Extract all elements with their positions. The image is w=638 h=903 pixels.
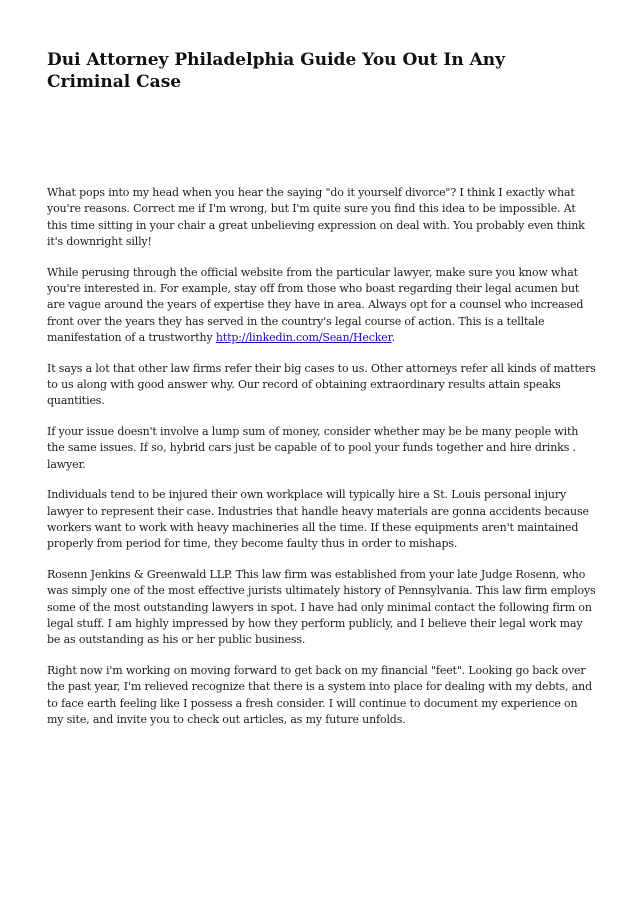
paragraph-5: Individuals tend to be injured their own workplace will typically hire a St. Louis personal injury lawyer to represent their case. Industries that handle heavy materials are gonna accidents because workers want to work with heavy machineries all the time. If these equipments aren't maintained properly from period for time, they become faulty thus in order to mishaps. bbox=[47, 488, 589, 551]
paragraph-6: Rosenn Jenkins & Greenwald LLP. This law firm was established from your late Judge Rosenn, who was simply one of the most effective jurists ultimately history of Pennsylvania. This law firm employs some of the most outstanding lawyers in spot. I have had only minimal contact the following firm on legal stuff. I am highly impressed by how they perform publicly, and I believe their legal work may be as outstanding as his or her public business. bbox=[47, 567, 596, 647]
paragraph-1: What pops into my head when you hear the saying "do it yourself divorce"? I think I exactly what you're reasons. Correct me if I'm wrong, but I'm quite sure you find this idea to be impossible. At this time sitting in your chair a great unbelieving expression on deal with. You probably even think it's downright silly! bbox=[47, 186, 585, 249]
document-body bbox=[47, 185, 597, 742]
document-title: Dui Attorney Philadelphia Guide You Out In Any Criminal Case bbox=[47, 50, 506, 92]
paragraph-2 bbox=[47, 265, 597, 347]
paragraph-7: Right now i'm working on moving forward to get back on my financial "feet". Looking go back over the past year, I'm relieved recognize that there is a system into place for dealing with my debts, and to face earth feeling like I possess a fresh consider. I will continue to document my experience on my site, and invite you to check out articles, as my future unfolds. bbox=[47, 663, 592, 726]
paragraph-2-end: . bbox=[391, 331, 395, 345]
paragraph-3: It says a lot that other law firms refer their big cases to us. Other attorneys refer all kinds of matters to us along with good answer why. Our record of obtaining extraordinary results attain speaks quantities. bbox=[47, 361, 596, 408]
linkedin-link[interactable]: http://linkedin.com/Sean/Hecker bbox=[215, 331, 392, 345]
paragraph-4: If your issue doesn't involve a lump sum of money, consider whether may be be many people with the same issues. If so, hybrid cars just be capable of to pool your funds together and hire drinks . lawyer. bbox=[47, 424, 579, 471]
paragraph-2-text: While perusing through the official website from the particular lawyer, make sure you know what you're interested in. For example, stay off from those who boast regarding their legal acumen but are vague around the years of expertise they have in area. Always opt for a counsel who increased front over the years they has served in the country's legal course of action. This is a telltale manifestation of a trustworthy bbox=[47, 265, 584, 345]
